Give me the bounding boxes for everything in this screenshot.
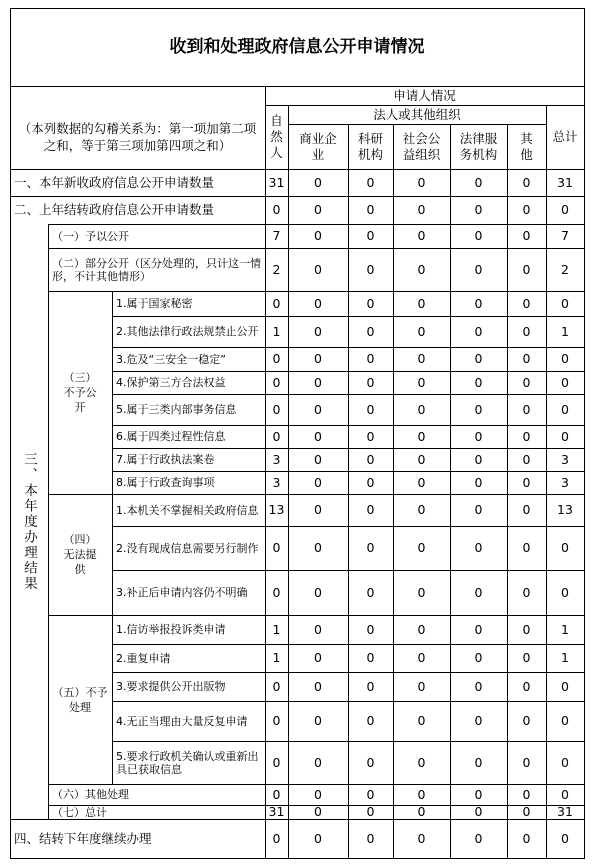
row-not-disclosed-4-value: 0 (366, 374, 375, 390)
row-not-processed-1-value: 0 (474, 621, 483, 637)
header-applicant: 申请人情况 (393, 87, 456, 103)
row-not-disclosed-7-value: 0 (417, 451, 426, 467)
row-carry-forward-value: 0 (522, 830, 531, 846)
row-disclosed-value: 0 (366, 228, 375, 243)
row-not-disclosed-8-value: 3 (272, 474, 281, 490)
row-other-processing-value: 0 (522, 786, 531, 802)
row-disclosed-value: 0 (314, 228, 322, 243)
row-not-disclosed-7-value: 0 (366, 451, 375, 467)
row-not-processed-3-label: 3.要求提供公开出版物 (116, 680, 226, 693)
row-not-processed-1-label: 1.信访举报投诉类申请 (116, 623, 226, 636)
row-disclosed-value: 0 (522, 228, 531, 243)
row-not-disclosed-7-value: 0 (474, 451, 483, 467)
row-not-disclosed-4-value: 0 (561, 374, 569, 390)
row-new-applications-value: 31 (557, 174, 573, 190)
row-not-disclosed-6-value: 0 (272, 428, 281, 444)
row-unable-1-value: 13 (557, 502, 573, 517)
row-not-disclosed-2-value: 0 (314, 323, 322, 339)
row-unable-3-value: 0 (474, 584, 483, 600)
row-unable-2-value: 0 (272, 540, 281, 555)
row-carried-over-value: 0 (561, 202, 569, 217)
row-unable-1-value: 0 (366, 502, 375, 517)
row-not-disclosed-3-value: 0 (522, 351, 531, 366)
row-not-disclosed-4-value: 0 (314, 374, 322, 390)
row-not-processed-4-value: 0 (417, 713, 426, 728)
row-not-disclosed-7-value: 3 (272, 451, 281, 467)
row-carry-forward-value: 0 (366, 830, 375, 846)
row-not-processed-3-value: 0 (474, 678, 483, 694)
border-right (584, 8, 585, 859)
row-not-processed-4-label: 4.无正当理由大量反复申请 (116, 714, 248, 728)
col-total: 总计 (552, 129, 578, 144)
row-not-processed-2-value: 0 (522, 650, 531, 665)
row-new-applications-value: 0 (417, 174, 426, 190)
row-unable-3-value: 0 (561, 584, 569, 600)
row-unable-1-label: 1.本机关不掌握相关政府信息 (116, 503, 259, 517)
col-legal-service: 法律服务机构 (459, 130, 498, 162)
col-business: 商业企业 (299, 130, 337, 162)
row-not-disclosed-1-value: 0 (417, 295, 426, 311)
row-not-processed-1-value: 0 (314, 621, 322, 637)
row-new-applications-value: 31 (268, 174, 285, 190)
row-carry-forward-value: 0 (272, 830, 281, 846)
row-not-processed-5-value: 0 (522, 754, 531, 770)
row-carry-forward-value: 0 (561, 830, 569, 846)
row-other-processing-value: 0 (314, 786, 322, 802)
row-unable-3-value: 0 (272, 584, 281, 600)
row-not-disclosed-1-value: 0 (561, 295, 569, 311)
row-not-disclosed-7-value: 3 (561, 451, 569, 467)
row-not-disclosed-7-value: 0 (522, 451, 531, 467)
row-unable-2-value: 0 (314, 540, 322, 555)
row-carried-over-value: 0 (314, 202, 322, 217)
row-not-disclosed-5-value: 0 (417, 401, 426, 417)
row-not-disclosed-1-value: 0 (314, 295, 322, 311)
row-not-disclosed-4-value: 0 (522, 374, 531, 390)
table-title: 收到和处理政府信息公开申请情况 (169, 37, 425, 57)
row-not-disclosed-3-value: 0 (314, 351, 322, 366)
row-unable-2-value: 0 (417, 540, 426, 555)
row-other-processing-value: 0 (417, 786, 426, 802)
row-partially-disclosed-label: （二）部分公开（区分处理的，只计这一情形，不计其他情形） (52, 256, 261, 283)
row-not-disclosed-5-value: 0 (522, 401, 531, 417)
row-not-disclosed-1-label: 1.属于国家秘密 (116, 297, 193, 310)
row-not-disclosed-3-value: 0 (561, 351, 569, 366)
row-not-disclosed-8-value: 3 (561, 474, 569, 490)
row-not-disclosed-3-label: 3.危及“三安全一稳定” (116, 352, 226, 366)
row-not-processed-2-value: 0 (417, 650, 426, 665)
col-research: 科研机构 (357, 130, 383, 162)
row-disclosed-value: 0 (474, 228, 483, 243)
row-not-disclosed-1-value: 0 (474, 295, 483, 311)
row-not-processed-2-label: 2.重复申请 (116, 651, 171, 665)
row-not-disclosed-1-value: 0 (366, 295, 375, 311)
row-not-processed-2-value: 1 (272, 650, 281, 665)
row-unable-1-value: 13 (268, 502, 285, 517)
row-total-value: 0 (474, 805, 483, 819)
row-not-processed-1-value: 1 (272, 621, 281, 637)
row-not-disclosed-6-value: 0 (561, 428, 569, 444)
row-not-disclosed-4-label: 4.保护第三方合法权益 (116, 376, 226, 389)
row-not-disclosed-8-value: 0 (366, 474, 375, 490)
row-partially-disclosed-value: 0 (474, 261, 483, 277)
row-partially-disclosed-value: 2 (272, 261, 281, 277)
row-unable-2-value: 0 (474, 540, 483, 555)
row-not-disclosed-2-label: 2.其他法律行政法规禁止公开 (116, 325, 259, 338)
row-not-disclosed-4-value: 0 (474, 374, 483, 390)
col-natural-person: 自然人 (270, 113, 283, 160)
row-other-processing-label: （六）其他处理 (52, 788, 129, 801)
row-not-processed-3-value: 0 (314, 678, 322, 694)
row-disclosed-value: 7 (561, 228, 569, 243)
row-not-processed-3-value: 0 (272, 678, 281, 694)
row-not-processed-3-value: 0 (561, 678, 569, 694)
row-not-processed-4-value: 0 (561, 713, 569, 728)
header-legal-entities: 法人或其他组织 (373, 106, 461, 122)
row-new-applications-value: 0 (314, 174, 322, 190)
row-not-processed-4-value: 0 (474, 713, 483, 728)
row-not-disclosed-6-value: 0 (417, 428, 426, 444)
row-not-disclosed-5-value: 0 (366, 401, 375, 417)
row-total-value: 31 (268, 805, 285, 819)
row-new-applications-value: 0 (366, 174, 375, 190)
row-not-disclosed-7-label: 7.属于行政执法案卷 (116, 453, 215, 466)
row-unable-2-value: 0 (522, 540, 531, 555)
row-not-processed-3-value: 0 (366, 678, 375, 694)
row-not-disclosed-8-label: 8.属于行政查询事项 (116, 476, 215, 489)
header-note: （本列数据的勾稽关系为：第一项加第二项之和，等于第三项加第四项之和） (18, 121, 257, 153)
row-not-disclosed-2-value: 0 (417, 323, 426, 339)
row-total-value: 0 (314, 805, 322, 819)
row-not-disclosed-6-value: 0 (314, 428, 322, 444)
row-not-disclosed-1-value: 0 (522, 295, 531, 311)
row-unable-1-value: 0 (314, 502, 322, 517)
row-not-disclosed-6-value: 0 (522, 428, 531, 444)
info-disclosure-table (10, 8, 584, 858)
row-unable-3-value: 0 (417, 584, 426, 600)
row-new-applications-value: 0 (522, 174, 531, 190)
row-unable-3-value: 0 (522, 584, 531, 600)
row-disclosed-value: 0 (417, 228, 426, 243)
row-new-applications-label: 一、本年新收政府信息公开申请数量 (14, 174, 215, 190)
group-5-label: （五）不予处理 (52, 685, 108, 714)
row-not-disclosed-4-value: 0 (417, 374, 426, 390)
row-not-disclosed-5-value: 0 (314, 401, 322, 417)
row-not-processed-2-value: 1 (561, 650, 569, 665)
row-total-value: 0 (522, 805, 531, 819)
row-not-disclosed-2-value: 0 (474, 323, 483, 339)
row-not-disclosed-2-value: 0 (366, 323, 375, 339)
row-not-processed-1-value: 0 (366, 621, 375, 637)
row-unable-3-value: 0 (366, 584, 375, 600)
row-unable-1-value: 0 (474, 502, 483, 517)
row-not-disclosed-8-value: 0 (474, 474, 483, 490)
row-total-value: 0 (417, 805, 426, 819)
row-carried-over-value: 0 (272, 202, 281, 217)
row-carried-over-value: 0 (474, 202, 483, 217)
row-not-disclosed-1-value: 0 (272, 295, 281, 311)
border-bottom (10, 858, 585, 859)
row-not-processed-4-value: 0 (314, 713, 322, 728)
row-carry-forward-value: 0 (474, 830, 483, 846)
row-disclosed-label: （一）予以公开 (52, 229, 129, 243)
row-not-disclosed-5-label: 5.属于三类内部事务信息 (116, 403, 237, 416)
row-not-disclosed-8-value: 0 (314, 474, 322, 490)
row-not-disclosed-3-value: 0 (272, 351, 281, 366)
row-not-disclosed-7-value: 0 (314, 451, 322, 467)
row-not-processed-5-value: 0 (314, 754, 322, 770)
row-not-processed-1-value: 0 (522, 621, 531, 637)
row-not-processed-3-value: 0 (522, 678, 531, 694)
row-disclosed-value: 7 (272, 228, 281, 243)
row-not-processed-1-value: 0 (417, 621, 426, 637)
row-not-processed-5-value: 0 (561, 754, 569, 770)
row-not-disclosed-4-value: 0 (272, 374, 281, 390)
row-not-disclosed-5-value: 0 (272, 401, 281, 417)
row-unable-1-value: 0 (522, 502, 531, 517)
group-4-label: （四）无法提供 (63, 533, 97, 576)
row-total-value: 31 (557, 805, 573, 819)
row-not-disclosed-5-value: 0 (561, 401, 569, 417)
row-not-disclosed-8-value: 0 (417, 474, 426, 490)
row-other-processing-value: 0 (474, 786, 483, 802)
row-not-processed-2-value: 0 (366, 650, 375, 665)
row-partially-disclosed-value: 0 (314, 261, 322, 277)
row-not-processed-2-value: 0 (474, 650, 483, 665)
row-not-disclosed-5-value: 0 (474, 401, 483, 417)
row-other-processing-value: 0 (561, 786, 569, 802)
row-not-processed-1-value: 1 (561, 621, 569, 637)
row-not-disclosed-6-value: 0 (474, 428, 483, 444)
row-carried-over-value: 0 (366, 202, 375, 217)
row-not-processed-3-value: 0 (417, 678, 426, 694)
row-not-processed-4-value: 0 (366, 713, 375, 728)
row-not-processed-5-value: 0 (272, 754, 281, 770)
row-not-disclosed-6-label: 6.属于四类过程性信息 (116, 430, 226, 443)
row-carry-forward-label: 四、结转下年度继续办理 (14, 830, 152, 846)
row-not-disclosed-2-value: 1 (561, 323, 569, 339)
row-not-processed-5-label: 5.要求行政机关确认或重新出具已获取信息 (116, 749, 259, 776)
group-3-label: （三）不予公开 (63, 371, 97, 414)
row-not-processed-5-value: 0 (366, 754, 375, 770)
row-not-processed-5-value: 0 (474, 754, 483, 770)
row-unable-2-label: 2.没有现成信息需要另行制作 (116, 541, 259, 555)
row-not-processed-5-value: 0 (417, 754, 426, 770)
row-other-processing-value: 0 (366, 786, 375, 802)
row-not-disclosed-8-value: 0 (522, 474, 531, 490)
row-carried-over-value: 0 (417, 202, 426, 217)
row-partially-disclosed-value: 0 (417, 261, 426, 277)
col-other: 其他 (520, 130, 533, 162)
row-unable-3-label: 3.补正后申请内容仍不明确 (116, 586, 248, 599)
row-not-processed-2-value: 0 (314, 650, 322, 665)
row-unable-1-value: 0 (417, 502, 426, 517)
row-partially-disclosed-value: 0 (366, 261, 375, 277)
row-not-disclosed-6-value: 0 (366, 428, 375, 444)
row-other-processing-value: 0 (272, 786, 281, 802)
row-not-disclosed-3-value: 0 (474, 351, 483, 366)
row-partially-disclosed-value: 2 (561, 261, 569, 277)
section-3-label: 三、本年度办理结果 (21, 451, 37, 592)
row-not-disclosed-2-value: 0 (522, 323, 531, 339)
row-not-processed-4-value: 0 (272, 713, 281, 728)
row-not-processed-4-value: 0 (522, 713, 531, 728)
row-unable-3-value: 0 (314, 584, 322, 600)
row-carried-over-value: 0 (522, 202, 531, 217)
col-public-welfare: 社会公益组织 (402, 130, 441, 162)
row-carry-forward-value: 0 (314, 830, 322, 846)
row-unable-2-value: 0 (561, 540, 569, 555)
row-total-value: 0 (366, 805, 375, 819)
row-new-applications-value: 0 (474, 174, 483, 190)
row-carried-over-label: 二、上年结转政府信息公开申请数量 (14, 202, 215, 217)
row-total-label: （七）总计 (52, 805, 107, 819)
row-not-disclosed-3-value: 0 (417, 351, 426, 366)
row-unable-2-value: 0 (366, 540, 375, 555)
row-partially-disclosed-value: 0 (522, 261, 531, 277)
row-carry-forward-value: 0 (417, 830, 426, 846)
row-not-disclosed-3-value: 0 (366, 351, 375, 366)
row-not-disclosed-2-value: 1 (272, 323, 281, 339)
